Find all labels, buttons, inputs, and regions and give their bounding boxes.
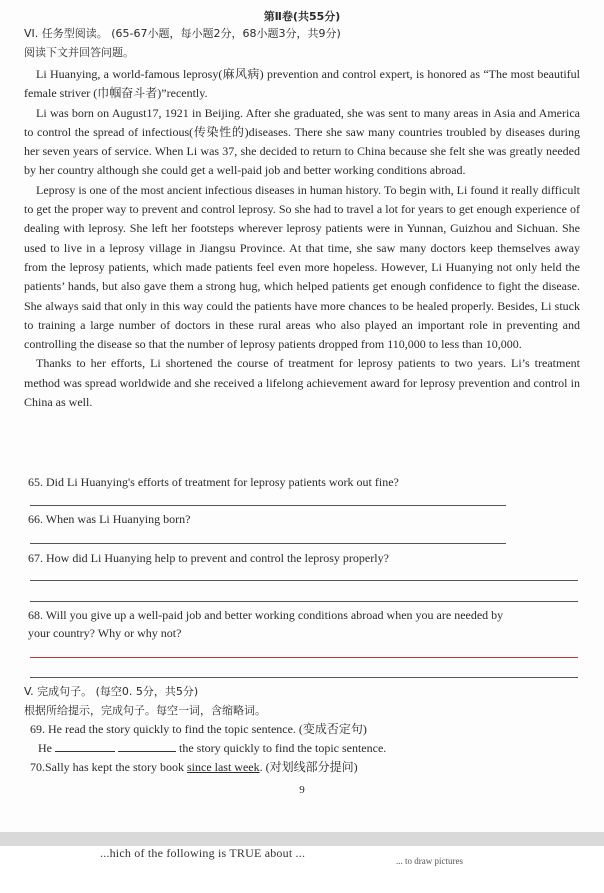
blank-69a[interactable] — [55, 739, 115, 752]
passage-paragraph: Li was born on August17, 1921 in Beijing. After she graduated, she was sent to many areas in Asia and America to control the spread of infectious(传染性的)diseases. There she saw many countries troubled by diseases during her seven years of service. When Li was 37, she decided to return to China because she felt she was greatly needed by her country although she could get a well-paid job and better working conditions abroad. — [24, 105, 580, 178]
question-70-prefix: 70.Sally has kept the story book — [30, 760, 187, 774]
question-68-cont: your country? Why or why not? — [28, 626, 182, 640]
question-69-prefix: He — [38, 741, 52, 755]
question-70-suffix: . (对划线部分提问) — [259, 760, 358, 774]
reading-passage — [24, 65, 580, 412]
section6-title: VI. 任务型阅读。 (65-67小题，每小题2分，68小题3分，共9分) — [24, 27, 341, 40]
passage-paragraph: Leprosy is one of the most ancient infectious diseases in human history. To begin with, Li found it really difficult to get the proper way to prevent and control leprosy. So she had to travel a lot for years to get enough experience of dealing with leprosy. She left her footsteps wherever leprosy patients were in Yunnan, Guizhou and Sichuan. She used to live in a leprosy village in Jiangsu Province. At that time, she saw many doctors keep themselves away from the leprosy patients, which made patients feel even more hopeless. However, Li Huanying not only held the patients’ hands, but also gave them a strong hug, which helped patients get enough confidence to fight the disease. She always said that only in this way could the patients have more chances to be healed properly. Besides, Li stuck to training a large number of doctors in these rural areas who also played an important role in preventing and controlling the disease so that the number of leprosy patients dropped from 110,000 to less than 10,000. — [24, 182, 580, 352]
answer-line-67a[interactable] — [30, 580, 578, 581]
next-page-fragment — [0, 846, 604, 893]
question-69: 69. He read the story quickly to find the topic sentence. (变成否定句) — [30, 722, 367, 736]
answer-line-68a[interactable] — [30, 657, 578, 658]
section5-title: V. 完成句子。 (每空0. 5分，共5分) — [24, 685, 199, 698]
answer-line-65[interactable] — [30, 505, 506, 506]
next-page-question: ...hich of the following is TRUE about ... — [100, 846, 306, 860]
question-68: 68. Will you give up a well-paid job and better working conditions abroad when you are needed by — [28, 608, 504, 622]
answer-line-68b[interactable] — [30, 677, 578, 678]
next-page-option: ... to draw pictures — [396, 856, 463, 866]
question-69-answer — [38, 739, 594, 758]
blank-69b[interactable] — [118, 739, 176, 752]
passage-paragraph: Li Huanying, a world-famous leprosy(麻风病) prevention and control expert, is honored as “The most beautiful female striver (巾帼奋斗者)”recently. — [24, 67, 580, 101]
question-67: 67. How did Li Huanying help to prevent and control the leprosy properly? — [28, 551, 389, 565]
question-66: 66. When was Li Huanying born? — [28, 512, 191, 526]
passage-paragraph: Thanks to her efforts, Li shortened the course of treatment for leprosy patients to two years. Li’s treatment method was spread worldwide and she received a lifelong achievement award for leprosy prevention and control in China as well. — [24, 356, 580, 410]
section5-instruction: 根据所给提示，完成句子。每空一词，含缩略词。 — [24, 704, 266, 717]
section-header: 第Ⅱ卷(共55分) — [263, 10, 341, 23]
question-69-suffix: the story quickly to find the topic sentence. — [179, 741, 387, 755]
question-65: 65. Did Li Huanying's efforts of treatment for leprosy patients work out fine? — [28, 475, 399, 489]
page-gap — [0, 832, 604, 846]
question-70 — [30, 758, 586, 777]
section6-instruction: 阅读下文并回答问题。 — [24, 46, 134, 59]
answer-line-67b[interactable] — [30, 601, 578, 602]
page-number: 9 — [299, 784, 305, 796]
question-70-underlined: since last week — [186, 760, 260, 774]
answer-line-66[interactable] — [30, 543, 506, 544]
